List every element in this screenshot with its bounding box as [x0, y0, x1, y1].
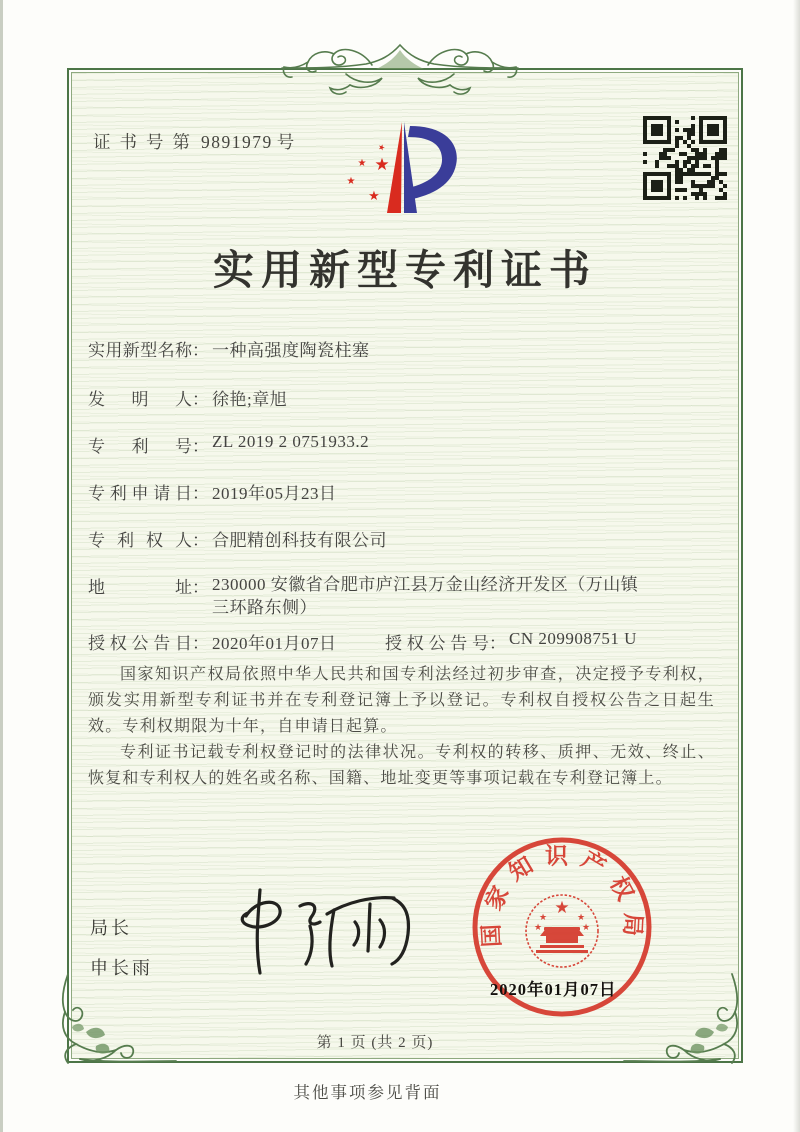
certificate-title: 实用新型专利证书 — [213, 247, 597, 293]
field-row-filing-date — [88, 479, 728, 504]
field-row-address — [88, 573, 728, 619]
certificate-number — [93, 129, 294, 154]
certificate-number-prefix: 证书号第 — [93, 132, 199, 152]
field-label-name: 实用新型名称 — [88, 341, 192, 360]
top-scroll-ornament-icon — [280, 28, 520, 100]
grant-date-pair — [88, 629, 337, 653]
seal-emblem — [526, 895, 598, 967]
field-value-patent-no: ZL 2019 2 0751933.2 — [212, 432, 370, 451]
director-name: 申长雨 — [90, 958, 153, 978]
field-label-inventor: 发明人 — [88, 390, 192, 409]
qr-code — [643, 116, 727, 200]
field-colon: ： — [192, 634, 209, 653]
field-colon: ： — [192, 484, 209, 503]
svg-text:★: ★ — [368, 188, 380, 203]
field-value-name: 一种高强度陶瓷柱塞 — [212, 341, 370, 360]
field-value-grant-no: CN 209908751 U — [509, 629, 637, 648]
field-label-address: 地址 — [88, 578, 192, 597]
field-row-inventor — [88, 385, 728, 410]
field-colon: ： — [192, 341, 209, 360]
certificate-number-digits: 9891979 — [201, 132, 273, 152]
field-value-filing-date: 2019年05月23日 — [212, 484, 337, 503]
legal-paragraph-2: 专利证书记载专利权登记时的法律状况。专利权的转移、质押、无效、终止、恢复和专利权人的姓名或名称、国籍、地址变更等事项记载在专利登记簿上。 — [88, 744, 715, 787]
svg-text:★: ★ — [533, 922, 543, 932]
field-value-patentee: 合肥精创科技有限公司 — [212, 531, 387, 550]
logo-p-bowl — [408, 126, 457, 200]
field-row-patentee — [88, 526, 728, 551]
svg-text:★: ★ — [374, 155, 390, 174]
seal-date: 2020年01月07日 — [490, 980, 617, 999]
field-label-grant-no: 授权公告号 — [385, 634, 489, 653]
seal-ring-text: 国家知识产权局 — [478, 843, 646, 948]
svg-text:★: ★ — [576, 912, 586, 922]
director-signature — [222, 876, 422, 982]
field-colon: ： — [192, 531, 209, 550]
legal-paragraph-1: 国家知识产权局依照中华人民共和国专利法经过初步审查，决定授予专利权，颁发实用新型专利证书并在专利登记簿上予以登记。专利权自授权公告之日起生效。专利权期限为十年，自申请日起算。 — [88, 666, 715, 735]
bottom-left-flourish-icon — [46, 972, 178, 1066]
field-row-patent-no — [88, 432, 728, 457]
field-value-address — [212, 573, 717, 619]
field-label-grant-date: 授权公告日 — [88, 634, 192, 653]
address-line-1: 230000 安徽省合肥市庐江县万金山经济开发区（万山镇 — [212, 575, 639, 594]
field-row-grant — [88, 629, 728, 654]
svg-text:★: ★ — [346, 176, 356, 187]
logo-stars — [347, 142, 390, 203]
svg-text:★: ★ — [376, 142, 387, 153]
field-label-filing-date: 专利申请日 — [88, 484, 192, 503]
legal-body-text — [88, 662, 715, 792]
field-colon: ： — [192, 390, 209, 409]
field-colon: ： — [192, 578, 209, 597]
field-colon: ： — [192, 437, 209, 456]
svg-text:★: ★ — [554, 898, 570, 917]
field-row-name — [88, 336, 728, 361]
certificate-number-suffix: 号 — [276, 132, 295, 152]
page-number: 第 1 页 (共 2 页) — [316, 1035, 434, 1051]
grant-no-pair — [385, 629, 637, 654]
director-block — [90, 914, 153, 980]
director-title: 局长 — [90, 918, 132, 938]
svg-text:★: ★ — [581, 922, 591, 932]
field-label-patentee: 专利权人 — [88, 531, 192, 550]
cnipa-logo-icon — [338, 110, 462, 226]
field-value-inventor: 徐艳;章旭 — [212, 390, 288, 409]
field-colon: ： — [489, 634, 506, 653]
svg-text:★: ★ — [538, 912, 548, 922]
svg-text:★: ★ — [357, 158, 367, 169]
field-label-patent-no: 专利号 — [88, 437, 192, 456]
back-note: 其他事项参见背面 — [293, 1083, 442, 1102]
address-line-2: 三环路东侧） — [212, 598, 317, 617]
qr-code-pattern — [643, 116, 727, 200]
field-value-grant-date: 2020年01月07日 — [212, 634, 337, 653]
logo-blade — [387, 122, 457, 213]
